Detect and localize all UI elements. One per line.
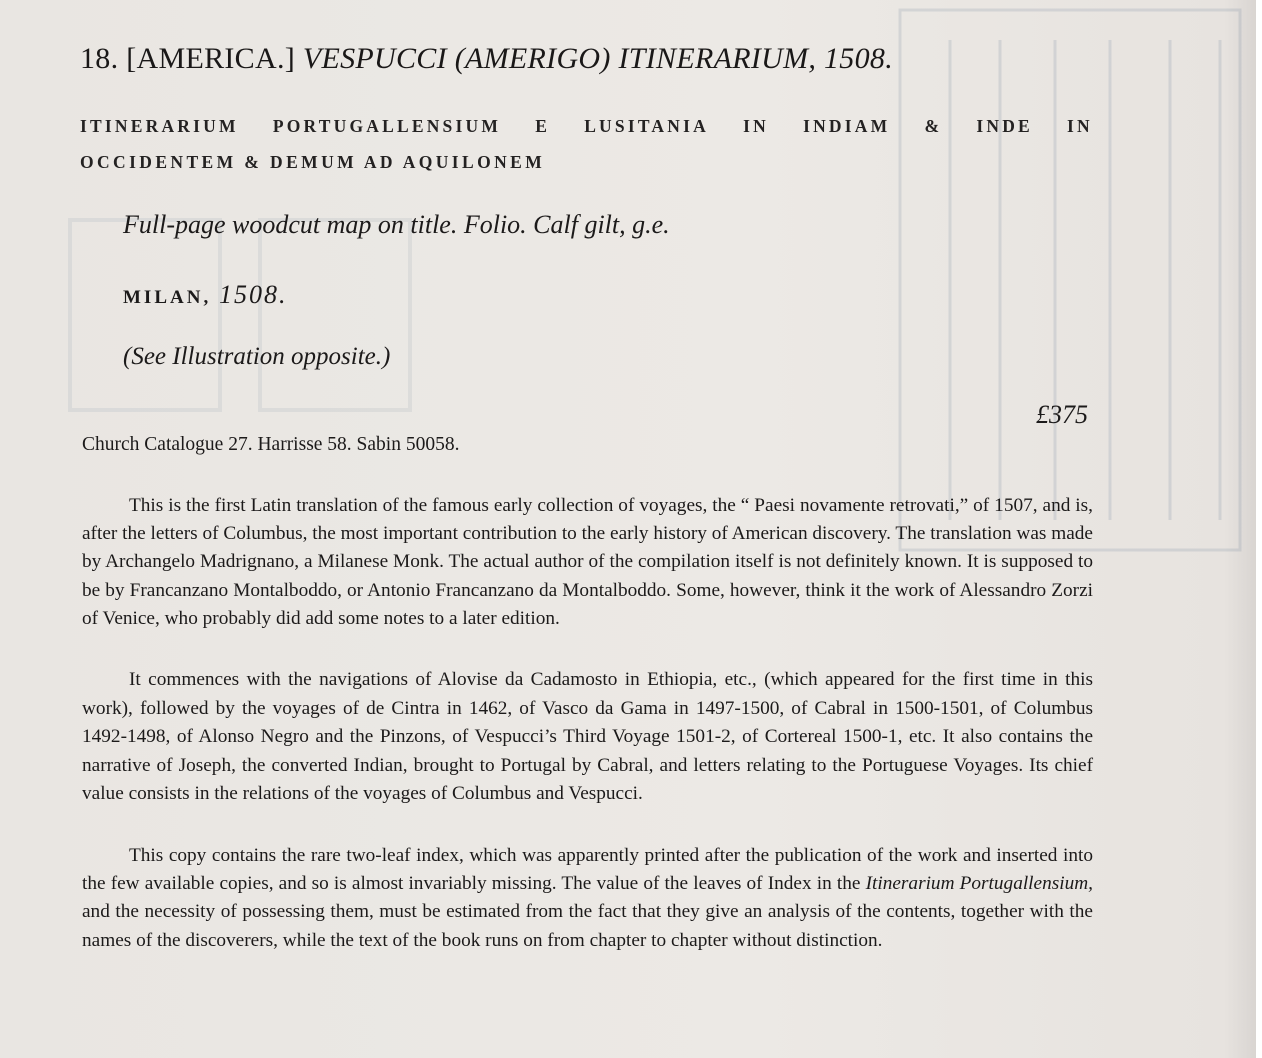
book-title-word: E xyxy=(535,116,551,136)
book-title-word: INDIAM xyxy=(803,116,891,136)
bibliographic-references: Church Catalogue 27. Harrisse 58. Sabin 50058. xyxy=(82,434,460,455)
book-title-word: ITINERARIUM xyxy=(80,116,239,136)
illustration-note: (See Illustration opposite.) xyxy=(123,343,391,370)
book-title-word: INDE xyxy=(976,116,1033,136)
book-title-word: IN xyxy=(1067,116,1093,136)
entry-number: 18. xyxy=(80,42,119,75)
paragraph-3 xyxy=(82,842,1093,955)
paragraph-2: It commences with the navigations of Alovise da Cadamosto in Ethiopia, etc., (which appeared for the first time in this work), followed by the voyages of de Cintra in 1462, of Vasco da Gama in 1497-1500, of Cabral in 1500-1501, of Columbus 1492-1498, of Alonso Negro and the Pinzons, of Vespucci’s Third Voyage 1501-2, of Cortereal 1500-1, etc. It also contains the narrative of Joseph, the converted Indian, brought to Portugal by Cabral, and letters relating to the Portuguese Voyages. Its chief value consists in the relations of the voyages of Columbus and Vespucci. xyxy=(82,669,1093,805)
book-title-word: PORTUGALLENSIUM xyxy=(272,116,502,136)
paragraph-3-italic-title: Itinerarium Portugallensium, xyxy=(865,873,1093,895)
imprint-year: 1508. xyxy=(218,280,288,309)
show-through-image xyxy=(880,0,1260,560)
imprint-place: MILAN, xyxy=(123,287,212,308)
entry-title: VESPUCCI (AMERIGO) ITINERARIUM, 1508. xyxy=(302,42,893,75)
entry-subject: [AMERICA.] xyxy=(126,42,296,75)
book-title-line-1 xyxy=(80,116,1093,137)
paragraph-3-end: and the necessity of possessing them, must be estimated from the fact that they give an analysis of the contents, together with the names of the discoverers, while the text of the book runs on from chapter to chapter without distinction. xyxy=(82,901,1093,951)
book-title-line-2: OCCIDENTEM & DEMUM AD AQUILONEM xyxy=(80,152,546,172)
book-title-word: LUSITANIA xyxy=(584,116,709,136)
show-through-woodcut xyxy=(60,210,420,420)
price: £375 xyxy=(1036,400,1088,429)
entry-heading xyxy=(80,42,893,76)
book-title-word: & xyxy=(924,116,943,136)
book-title-word: IN xyxy=(743,116,769,136)
paragraph-1: This is the first Latin translation of the famous early collection of voyages, the “ Paesi novamente retrovati,” of 1507, and is, after the letters of Columbus, the most important contribution to the early history of American discovery. The translation was made by Archangelo Madrignano, a Milanese Monk. The actual author of the compilation itself is not definitely known. It is supposed to be by Francanzano Montalboddo, or Antonio Francanzano da Montalboddo. Some, however, think it the work of Alessandro Zorzi of Venice, who probably did add some notes to a later edition. xyxy=(82,495,1093,629)
imprint xyxy=(123,280,287,310)
paragraph-3-start: This copy contains the rare two-leaf index, which was apparently printed after the publication of the work and inserted into the few available copies, and so is almost invariably missing. The value of the leaves of Index in the xyxy=(82,845,1093,895)
page-edge xyxy=(1256,0,1262,1058)
physical-description: Full-page woodcut map on title. Folio. Calf gilt, g.e. xyxy=(123,210,670,239)
